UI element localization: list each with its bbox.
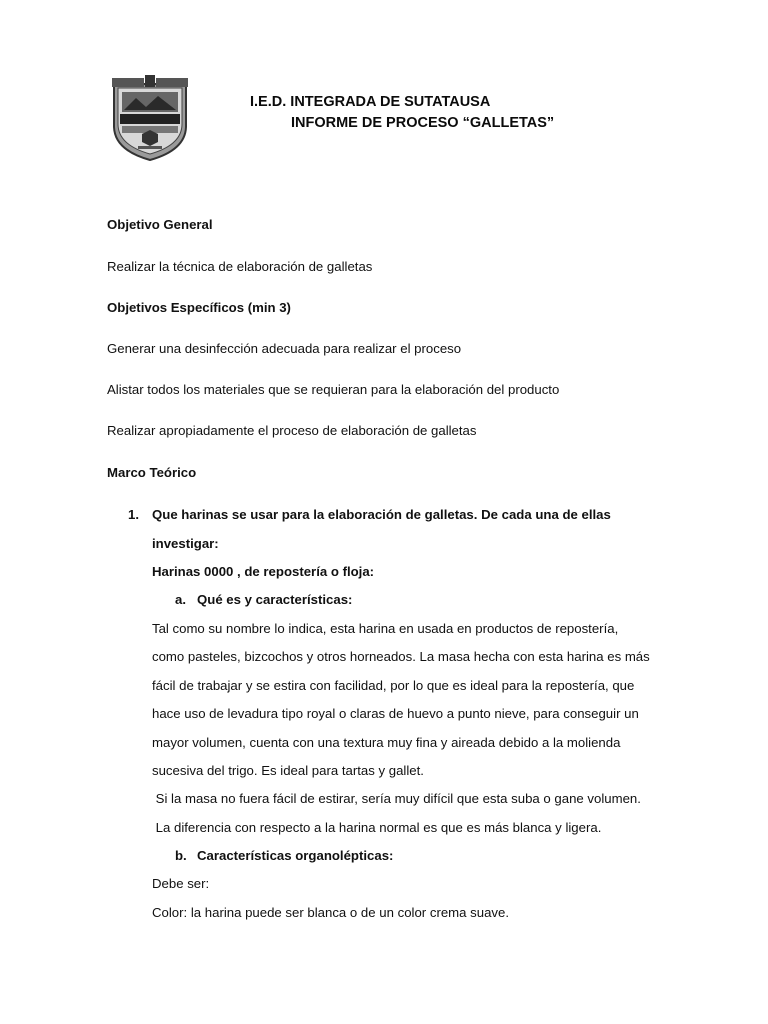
sub-b-label: Características organolépticas: [197,848,394,863]
theory-heading: Marco Teórico [107,465,197,480]
sub-a-line-3: fácil de trabajar y se estira con facilidad, por lo que es ideal para la repostería, que [152,678,635,693]
specific-objective-3: Realizar apropiadamente el proceso de elaboración de galletas [107,423,477,438]
sub-a-line-6: sucesiva del trigo. Es ideal para tartas y gallet. [152,763,424,778]
sub-b-letter: b. [175,848,187,863]
flour-type-label: Harinas 0000 , de repostería o floja: [152,564,375,579]
specific-objectives-heading: Objetivos Específicos (min 3) [107,300,291,315]
sub-a-line-7: Si la masa no fuera fácil de estirar, sería muy difícil que esta suba o gane volumen. [152,791,641,806]
report-title: INFORME DE PROCESO “GALLETAS” [291,115,555,131]
sub-a-label: Qué es y características: [197,592,353,607]
general-objective-heading: Objetivo General [107,217,213,232]
specific-objective-2: Alistar todos los materiales que se requieran para la elaboración del producto [107,382,560,397]
school-name-title: I.E.D. INTEGRADA DE SUTATAUSA [250,94,491,110]
sub-a-line-2: como pasteles, bizcochos y otros horneados. La masa hecha con esta harina es más [152,649,650,664]
question-number: 1. [128,507,139,522]
sub-a-line-8: La diferencia con respecto a la harina normal es que es más blanca y ligera. [152,820,602,835]
question-text-line-1: Que harinas se usar para la elaboración de galletas. De cada una de ellas [152,507,611,522]
sub-a-line-1: Tal como su nombre lo indica, esta harina en usada en productos de repostería, [152,621,619,636]
sub-b-line-2: Color: la harina puede ser blanca o de un color crema suave. [152,905,510,920]
sub-a-line-5: mayor volumen, cuenta con una textura muy fina y aireada debido a la molienda [152,735,621,750]
school-crest-logo [108,74,192,162]
sub-a-line-4: hace uso de levadura tipo royal o claras de huevo a punto nieve, para conseguir un [152,706,639,721]
specific-objective-1: Generar una desinfección adecuada para realizar el proceso [107,341,462,356]
question-text-line-2: investigar: [152,536,219,551]
general-objective-text: Realizar la técnica de elaboración de galletas [107,259,373,274]
sub-a-letter: a. [175,592,186,607]
sub-b-line-1: Debe ser: [152,876,210,891]
